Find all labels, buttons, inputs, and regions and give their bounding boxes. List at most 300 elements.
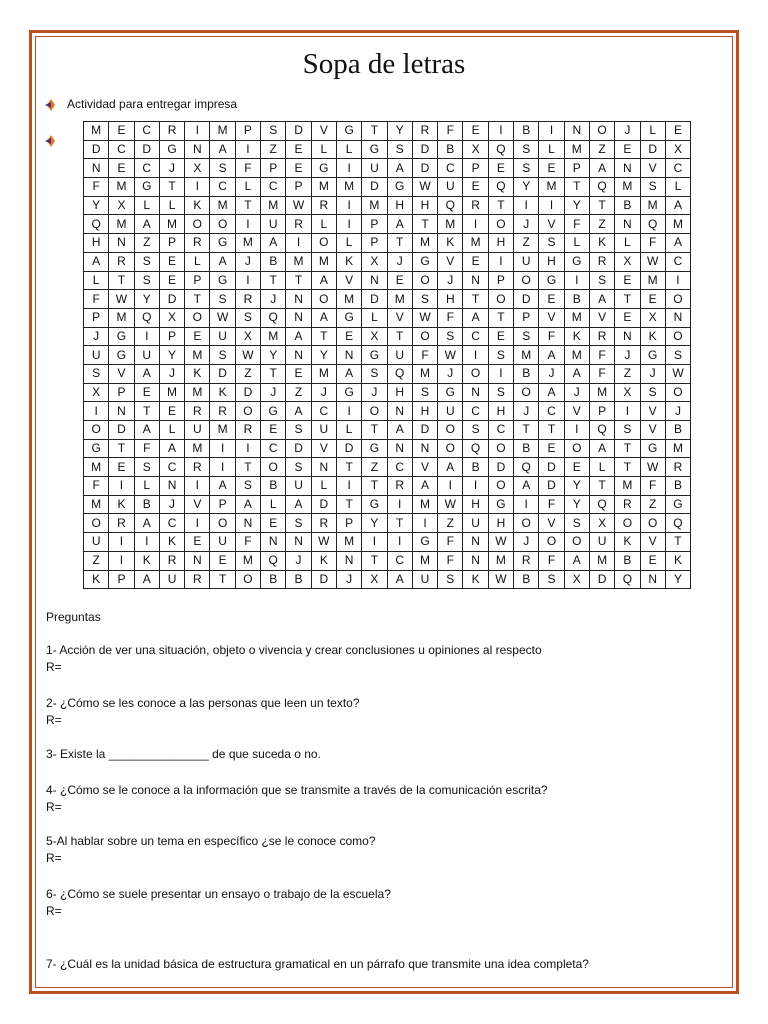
grid-cell: L	[261, 495, 286, 514]
grid-cell: I	[539, 122, 564, 141]
grid-cell: F	[438, 308, 463, 327]
grid-cell: S	[514, 159, 539, 178]
grid-cell: T	[336, 458, 361, 477]
grid-cell: Z	[261, 140, 286, 159]
grid-cell: I	[235, 140, 260, 159]
grid-cell: M	[311, 178, 336, 197]
grid-cell: P	[109, 383, 134, 402]
grid-cell: O	[185, 308, 210, 327]
grid-cell: O	[311, 234, 336, 253]
grid-cell: R	[109, 252, 134, 271]
question-7	[46, 956, 589, 973]
grid-cell: J	[235, 252, 260, 271]
grid-cell: S	[412, 383, 437, 402]
grid-cell: E	[109, 159, 134, 178]
grid-cell: Z	[286, 383, 311, 402]
grid-cell: U	[210, 327, 235, 346]
grid-cell: Q	[589, 178, 614, 197]
grid-cell: N	[286, 346, 311, 365]
grid-cell: T	[311, 327, 336, 346]
grid-cell: R	[159, 551, 184, 570]
grid-cell: S	[589, 271, 614, 290]
grid-cell: N	[286, 290, 311, 309]
grid-cell: M	[412, 364, 437, 383]
grid-cell: T	[362, 421, 387, 440]
grid-cell: B	[286, 570, 311, 589]
grid-cell: C	[488, 421, 513, 440]
grid-cell: C	[134, 122, 159, 141]
grid-cell: S	[438, 570, 463, 589]
grid-cell: I	[185, 178, 210, 197]
grid-cell: P	[488, 271, 513, 290]
grid-cell: O	[84, 421, 109, 440]
grid-cell: O	[564, 533, 589, 552]
grid-cell: T	[261, 271, 286, 290]
grid-cell: X	[665, 140, 690, 159]
grid-cell: K	[159, 533, 184, 552]
grid-cell: U	[185, 421, 210, 440]
grid-cell: T	[589, 196, 614, 215]
grid-cell: E	[210, 551, 235, 570]
grid-cell: Y	[311, 346, 336, 365]
grid-cell: M	[438, 215, 463, 234]
grid-cell: N	[463, 383, 488, 402]
grid-cell: L	[615, 234, 640, 253]
grid-cell: M	[210, 421, 235, 440]
grid-cell: S	[210, 159, 235, 178]
grid-cell: O	[514, 271, 539, 290]
grid-cell: V	[640, 533, 665, 552]
grid-cell: G	[210, 234, 235, 253]
grid-cell: G	[539, 271, 564, 290]
grid-cell: P	[159, 327, 184, 346]
grid-cell: M	[640, 196, 665, 215]
grid-cell: Q	[387, 364, 412, 383]
grid-cell: G	[134, 178, 159, 197]
grid-cell: A	[134, 421, 159, 440]
word-search-grid	[83, 121, 691, 589]
grid-cell: Z	[640, 495, 665, 514]
grid-cell: D	[109, 421, 134, 440]
question-text: 4- ¿Cómo se le conoce a la información que se transmite a través de la comunicación escrita?	[46, 783, 548, 797]
grid-cell: X	[185, 159, 210, 178]
grid-cell: D	[362, 290, 387, 309]
grid-cell: M	[463, 234, 488, 253]
grid-cell: J	[615, 346, 640, 365]
grid-cell: P	[286, 178, 311, 197]
grid-cell: G	[84, 439, 109, 458]
grid-row	[84, 551, 691, 570]
grid-cell: I	[235, 271, 260, 290]
grid-cell: C	[261, 439, 286, 458]
grid-cell: S	[412, 290, 437, 309]
grid-cell: A	[564, 364, 589, 383]
grid-cell: I	[514, 196, 539, 215]
grid-cell: G	[336, 122, 361, 141]
grid-cell: F	[84, 178, 109, 197]
grid-cell: W	[109, 290, 134, 309]
grid-cell: J	[615, 122, 640, 141]
grid-cell: I	[185, 477, 210, 496]
grid-cell: M	[564, 308, 589, 327]
grid-row	[84, 477, 691, 496]
grid-cell: D	[514, 290, 539, 309]
grid-cell: W	[412, 308, 437, 327]
grid-cell: E	[159, 271, 184, 290]
grid-cell: U	[412, 570, 437, 589]
grid-cell: Q	[615, 570, 640, 589]
grid-cell: P	[564, 159, 589, 178]
grid-cell: U	[463, 514, 488, 533]
grid-cell: B	[261, 570, 286, 589]
grid-cell: T	[362, 551, 387, 570]
grid-row	[84, 570, 691, 589]
grid-cell: I	[235, 215, 260, 234]
grid-row	[84, 215, 691, 234]
grid-cell: Q	[463, 439, 488, 458]
grid-cell: T	[488, 308, 513, 327]
grid-cell: H	[84, 234, 109, 253]
grid-cell: R	[387, 477, 412, 496]
grid-cell: S	[210, 290, 235, 309]
grid-cell: J	[514, 215, 539, 234]
grid-cell: O	[589, 122, 614, 141]
grid-cell: R	[235, 421, 260, 440]
grid-cell: U	[261, 215, 286, 234]
grid-cell: K	[463, 570, 488, 589]
question-4	[46, 782, 548, 816]
grid-cell: T	[615, 458, 640, 477]
grid-row	[84, 495, 691, 514]
grid-cell: Q	[261, 551, 286, 570]
grid-cell: D	[362, 178, 387, 197]
grid-cell: S	[387, 140, 412, 159]
grid-cell: J	[514, 402, 539, 421]
grid-cell: F	[84, 290, 109, 309]
grid-cell: T	[615, 439, 640, 458]
grid-cell: U	[210, 533, 235, 552]
grid-cell: S	[235, 477, 260, 496]
grid-cell: I	[185, 514, 210, 533]
grid-cell: K	[640, 327, 665, 346]
grid-cell: K	[564, 327, 589, 346]
grid-cell: M	[665, 215, 690, 234]
grid-cell: T	[539, 421, 564, 440]
grid-cell: O	[665, 290, 690, 309]
grid-cell: T	[235, 196, 260, 215]
grid-cell: S	[539, 234, 564, 253]
grid-cell: D	[286, 439, 311, 458]
grid-cell: W	[640, 252, 665, 271]
grid-cell: E	[387, 271, 412, 290]
grid-cell: U	[438, 402, 463, 421]
grid-cell: Q	[488, 140, 513, 159]
grid-cell: F	[438, 551, 463, 570]
grid-cell: X	[362, 570, 387, 589]
grid-cell: U	[159, 570, 184, 589]
grid-cell: A	[134, 570, 159, 589]
grid-cell: Z	[589, 215, 614, 234]
grid-cell: I	[336, 402, 361, 421]
grid-cell: Y	[134, 290, 159, 309]
grid-cell: A	[134, 514, 159, 533]
grid-cell: M	[84, 122, 109, 141]
grid-row	[84, 252, 691, 271]
grid-cell: V	[539, 514, 564, 533]
grid-cell: D	[336, 439, 361, 458]
grid-cell: V	[336, 271, 361, 290]
grid-cell: N	[185, 140, 210, 159]
grid-cell: E	[539, 439, 564, 458]
grid-cell: L	[159, 196, 184, 215]
grid-cell: I	[488, 122, 513, 141]
grid-cell: Z	[84, 551, 109, 570]
grid-cell: S	[615, 421, 640, 440]
grid-row	[84, 533, 691, 552]
grid-cell: R	[109, 514, 134, 533]
grid-cell: D	[412, 159, 437, 178]
grid-cell: C	[159, 458, 184, 477]
grid-cell: M	[412, 495, 437, 514]
grid-cell: R	[159, 122, 184, 141]
grid-cell: M	[564, 140, 589, 159]
grid-cell: B	[514, 364, 539, 383]
grid-cell: M	[159, 215, 184, 234]
grid-cell: I	[134, 533, 159, 552]
grid-cell: T	[134, 402, 159, 421]
grid-cell: F	[134, 439, 159, 458]
grid-cell: V	[539, 308, 564, 327]
grid-cell: I	[438, 477, 463, 496]
grid-cell: D	[159, 290, 184, 309]
question-6	[46, 886, 391, 920]
grid-cell: D	[311, 495, 336, 514]
grid-cell: D	[412, 140, 437, 159]
grid-cell: Q	[438, 196, 463, 215]
grid-cell: S	[488, 346, 513, 365]
grid-cell: Q	[514, 458, 539, 477]
grid-cell: Q	[84, 215, 109, 234]
grid-cell: J	[438, 271, 463, 290]
grid-cell: E	[261, 514, 286, 533]
question-2	[46, 695, 360, 729]
grid-cell: A	[665, 196, 690, 215]
grid-cell: D	[539, 458, 564, 477]
grid-cell: W	[438, 346, 463, 365]
bullet-arrow-icon	[45, 99, 57, 111]
grid-cell: A	[412, 477, 437, 496]
grid-cell: T	[412, 215, 437, 234]
grid-cell: T	[159, 178, 184, 197]
grid-cell: A	[589, 159, 614, 178]
grid-cell: B	[134, 495, 159, 514]
grid-cell: N	[185, 551, 210, 570]
grid-cell: F	[640, 234, 665, 253]
grid-cell: I	[615, 402, 640, 421]
grid-cell: F	[235, 159, 260, 178]
grid-cell: K	[665, 551, 690, 570]
grid-cell: I	[185, 122, 210, 141]
grid-cell: C	[387, 551, 412, 570]
grid-cell: G	[564, 252, 589, 271]
grid-cell: U	[362, 159, 387, 178]
grid-cell: U	[134, 346, 159, 365]
grid-cell: I	[109, 551, 134, 570]
grid-cell: I	[539, 196, 564, 215]
grid-cell: E	[640, 551, 665, 570]
grid-cell: T	[589, 477, 614, 496]
grid-cell: J	[159, 364, 184, 383]
grid-cell: S	[438, 327, 463, 346]
grid-cell: S	[286, 514, 311, 533]
grid-row	[84, 290, 691, 309]
grid-cell: V	[640, 159, 665, 178]
grid-row	[84, 439, 691, 458]
grid-cell: M	[589, 551, 614, 570]
grid-cell: Q	[488, 178, 513, 197]
grid-cell: N	[261, 533, 286, 552]
grid-cell: T	[564, 178, 589, 197]
grid-cell: G	[640, 439, 665, 458]
grid-cell: C	[539, 402, 564, 421]
grid-cell: Q	[134, 308, 159, 327]
grid-cell: V	[311, 439, 336, 458]
grid-cell: D	[640, 140, 665, 159]
grid-cell: L	[362, 308, 387, 327]
grid-cell: K	[109, 495, 134, 514]
grid-cell: G	[159, 140, 184, 159]
grid-cell: S	[134, 252, 159, 271]
grid-cell: O	[235, 402, 260, 421]
grid-cell: F	[564, 215, 589, 234]
grid-cell: W	[665, 364, 690, 383]
grid-cell: D	[412, 421, 437, 440]
grid-cell: G	[362, 495, 387, 514]
grid-cell: A	[564, 551, 589, 570]
grid-cell: O	[665, 383, 690, 402]
grid-cell: X	[362, 327, 387, 346]
grid-cell: P	[589, 402, 614, 421]
grid-cell: P	[109, 570, 134, 589]
preguntas-heading: Preguntas	[46, 610, 101, 624]
grid-cell: A	[438, 458, 463, 477]
grid-cell: T	[387, 234, 412, 253]
grid-cell: J	[640, 364, 665, 383]
grid-cell: N	[640, 570, 665, 589]
grid-cell: M	[109, 308, 134, 327]
grid-cell: G	[311, 159, 336, 178]
grid-cell: B	[514, 122, 539, 141]
grid-cell: I	[235, 439, 260, 458]
grid-cell: A	[286, 402, 311, 421]
grid-cell: T	[514, 421, 539, 440]
grid-cell: A	[210, 477, 235, 496]
grid-cell: J	[387, 252, 412, 271]
grid-cell: W	[235, 346, 260, 365]
grid-cell: X	[615, 252, 640, 271]
grid-cell: G	[362, 140, 387, 159]
answer-label: R=	[46, 713, 62, 727]
grid-cell: I	[488, 252, 513, 271]
grid-cell: Y	[362, 514, 387, 533]
grid-cell: M	[235, 551, 260, 570]
grid-cell: H	[387, 196, 412, 215]
grid-cell: M	[615, 178, 640, 197]
grid-cell: R	[311, 514, 336, 533]
grid-cell: A	[589, 290, 614, 309]
grid-cell: I	[210, 439, 235, 458]
grid-cell: A	[539, 346, 564, 365]
grid-cell: K	[615, 533, 640, 552]
grid-cell: N	[387, 402, 412, 421]
grid-cell: M	[336, 533, 361, 552]
grid-cell: G	[665, 495, 690, 514]
grid-cell: H	[438, 290, 463, 309]
grid-cell: O	[412, 327, 437, 346]
grid-cell: M	[210, 196, 235, 215]
grid-cell: A	[539, 383, 564, 402]
grid-cell: O	[514, 514, 539, 533]
grid-cell: V	[539, 215, 564, 234]
grid-cell: K	[134, 551, 159, 570]
grid-cell: M	[185, 383, 210, 402]
grid-cell: Z	[615, 364, 640, 383]
grid-row	[84, 140, 691, 159]
grid-cell: C	[463, 327, 488, 346]
grid-cell: U	[589, 533, 614, 552]
grid-cell: I	[387, 533, 412, 552]
grid-cell: L	[311, 477, 336, 496]
grid-cell: I	[109, 477, 134, 496]
grid-cell: B	[615, 196, 640, 215]
grid-cell: P	[463, 159, 488, 178]
grid-cell: O	[235, 570, 260, 589]
grid-cell: Y	[514, 178, 539, 197]
grid-cell: S	[539, 570, 564, 589]
grid-cell: M	[185, 346, 210, 365]
grid-cell: T	[210, 570, 235, 589]
grid-cell: J	[362, 383, 387, 402]
grid-cell: R	[412, 122, 437, 141]
grid-cell: A	[336, 364, 361, 383]
grid-cell: V	[640, 402, 665, 421]
grid-cell: N	[109, 402, 134, 421]
grid-cell: K	[438, 234, 463, 253]
grid-cell: O	[438, 421, 463, 440]
grid-cell: I	[387, 495, 412, 514]
grid-cell: A	[134, 364, 159, 383]
grid-cell: I	[286, 234, 311, 253]
grid-cell: S	[514, 140, 539, 159]
page-title: Sopa de letras	[302, 48, 466, 80]
grid-cell: G	[438, 383, 463, 402]
grid-cell: E	[336, 327, 361, 346]
grid-cell: C	[311, 402, 336, 421]
grid-cell: P	[84, 308, 109, 327]
grid-cell: G	[336, 308, 361, 327]
grid-cell: C	[438, 159, 463, 178]
grid-cell: B	[438, 140, 463, 159]
grid-cell: B	[564, 290, 589, 309]
grid-cell: M	[336, 290, 361, 309]
grid-cell: O	[261, 458, 286, 477]
grid-cell: F	[640, 477, 665, 496]
grid-cell: O	[463, 364, 488, 383]
grid-cell: J	[159, 159, 184, 178]
grid-cell: Q	[640, 215, 665, 234]
grid-cell: S	[134, 458, 159, 477]
grid-cell: K	[589, 234, 614, 253]
